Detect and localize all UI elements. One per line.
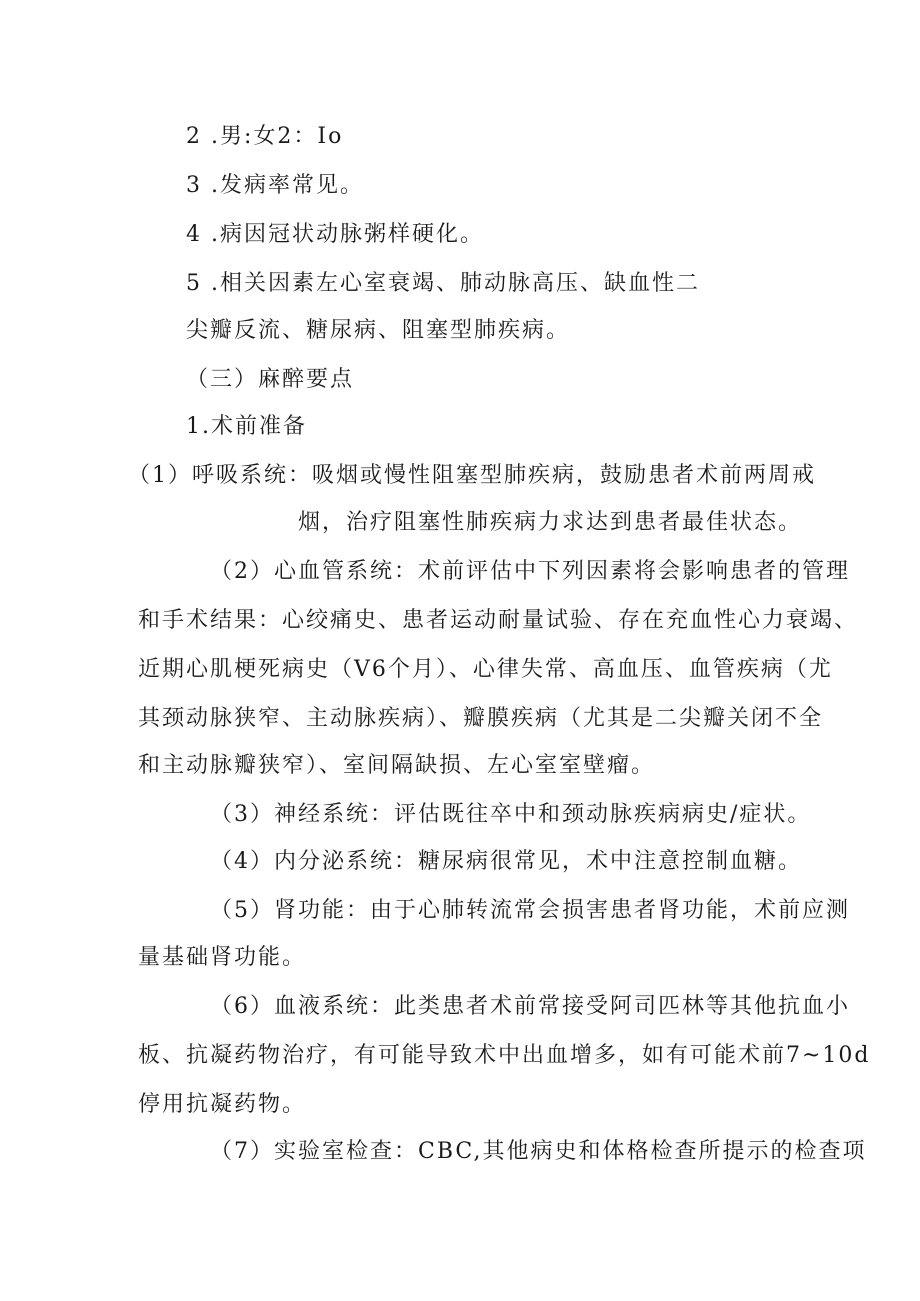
paragraph-continuation: 和手术结果：心绞痛史、患者运动耐量试验、存在充血性心力衰竭、 [138,608,859,633]
paragraph-hematologic: （6）血液系统：此类患者术前常接受阿司匹林等其他抗血小 [210,994,850,1019]
paragraph-renal: （5）肾功能：由于心肺转流常会损害患者肾功能，术前应测 [210,898,850,923]
paragraph-continuation: 烟，治疗阻塞性肺疾病力求达到患者最佳状态。 [298,510,803,535]
paragraph-continuation: 停用抗凝药物。 [138,1092,307,1117]
paragraph-neurological: （3）神经系统：评估既往卒中和颈动脉疾病病史/症状。 [210,802,812,827]
paragraph-continuation: 近期心肌梗死病史（V6个月）、心律失常、高血压、血管疾病（尤 [138,657,833,682]
paragraph-continuation: 板、抗凝药物治疗，有可能导致术中出血增多，如有可能术前7~10d [138,1043,871,1068]
paragraph-continuation: 其颈动脉狭窄、主动脉疾病）、瓣膜疾病（尤其是二尖瓣关闭不全 [138,706,824,731]
list-item-etiology: 4 .病因冠状动脉粥样硬化。 [186,222,484,247]
paragraph-continuation: 和主动脉瓣狭窄）、室间隔缺损、左心室室壁瘤。 [138,753,656,778]
section-heading: （三）麻醉要点 [186,367,355,392]
paragraph-continuation: 尖瓣反流、糖尿病、阻塞型肺疾病。 [186,318,571,343]
paragraph-cardiovascular: （2）心血管系统：术前评估中下列因素将会影响患者的管理 [210,559,850,584]
list-item-incidence: 3 .发病率常见。 [186,173,364,198]
list-item-sex-ratio: 2 .男:女2：Io [186,124,344,149]
list-item-related-factors: 5 .相关因素左心室衰竭、肺动脉高压、缺血性二 [186,271,700,296]
subsection-heading: 1.术前准备 [186,414,307,439]
paragraph-continuation: 量基础肾功能。 [138,945,307,970]
paragraph-respiratory: （1）呼吸系统：吸烟或慢性阻塞型肺疾病，鼓励患者术前两周戒 [128,463,816,488]
paragraph-laboratory: （7）实验室检查：CBC,其他病史和体格检查所提示的检查项 [210,1139,867,1164]
paragraph-endocrine: （4）内分泌系统：糖尿病很常见，术中注意控制血糖。 [210,849,802,874]
